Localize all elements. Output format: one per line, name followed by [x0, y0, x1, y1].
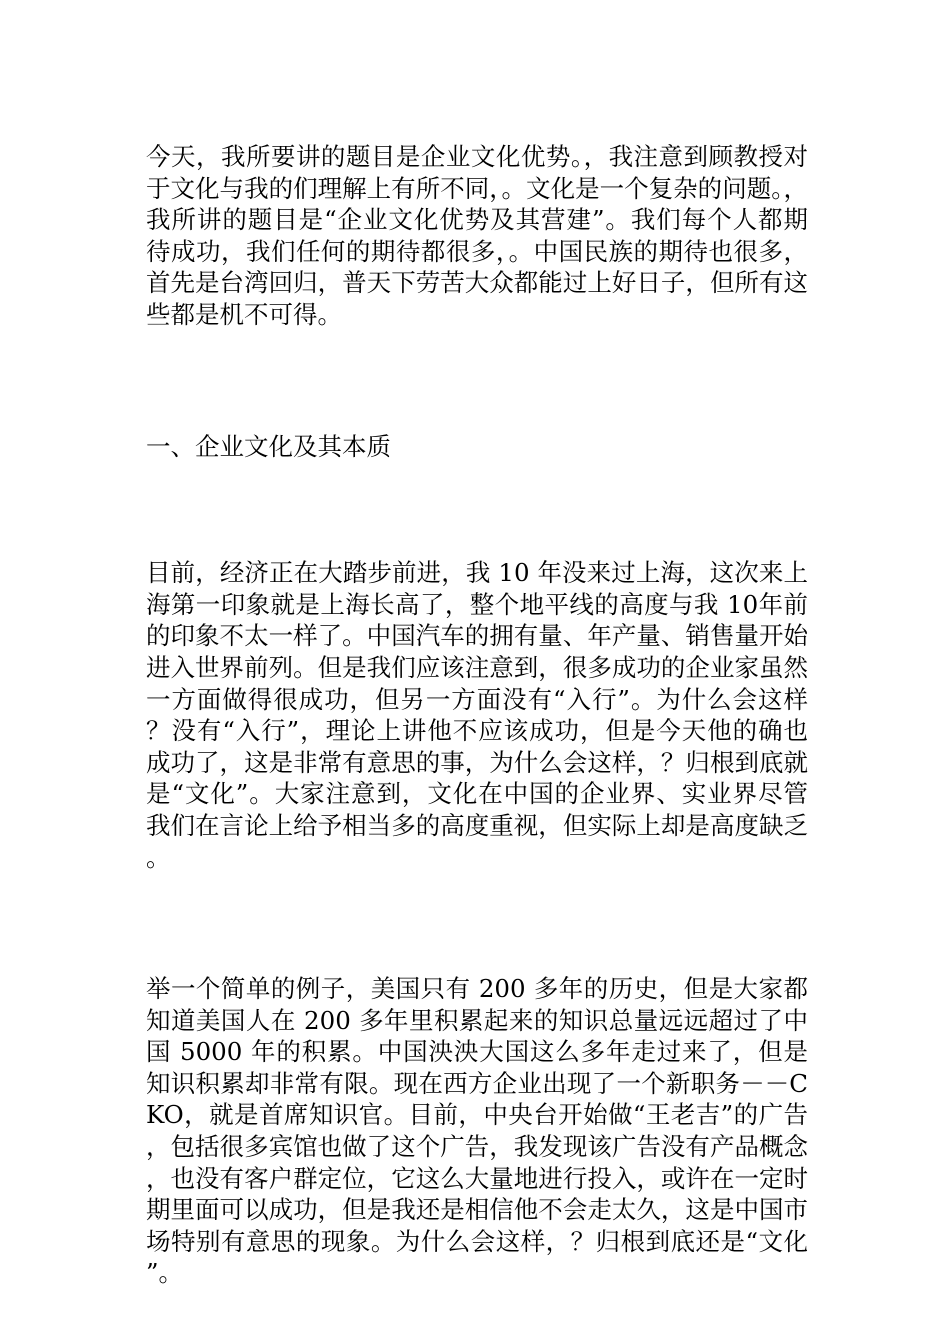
body-paragraph-3: 举一个简单的例子，美国只有 200 多年的历史，但是大家都知道美国人在 200 多年里积累起来的知识总量远远超过了中国 5000 年的积累。中国泱泱大国这么多年走过来了，但是知识积累却非常有限。现在西方企业出现了一个新职务－－CKO，就是首席知识官。目前，中央台开始做“王老吉”的广告，包括很多宾馆也做了这个广告，我发现该广告没有产品概念，也没有客户群定位，它这么大量地进行投入，或许在一定时期里面可以成功，但是我还是相信他不会走太久，这是中国市场特别有意思的现象。为什么会这样，？归根到底还是“文化”。 [146, 974, 808, 1288]
paragraph-spacer [146, 462, 808, 557]
body-paragraph-2: 目前，经济正在大踏步前进，我 10 年没来过上海，这次来上海第一印象就是上海长高了，整个地平线的高度与我 10年前的印象不太一样了。中国汽车的拥有量、年产量、销售量开始进入世界前列。但是我们应该注意到，很多成功的企业家虽然一方面做得很成功，但另一方面没有“入行”。为什么会这样？没有“入行”，理论上讲他不应该成功，但是今天他的确也成功了，这是非常有意思的事，为什么会这样，？归根到底就是“文化”。大家注意到，文化在中国的企业界、实业界尽管我们在言论上给予相当多的高度重视，但实际上却是高度缺乏。 [146, 558, 808, 872]
document-body [146, 141, 808, 1289]
intro-paragraph: 今天，我所要讲的题目是企业文化优势。，我注意到顾教授对于文化与我的们理解上有所不同，。文化是一个复杂的问题。，我所讲的题目是“企业文化优势及其营建”。我们每个人都期待成功，我们任何的期待都很多，。中国民族的期待也很多，首先是台湾回归，普天下劳苦大众都能过上好日子，但所有这些都是机不可得。 [146, 142, 808, 329]
section-heading: 一、企业文化及其本质 [146, 431, 391, 461]
paragraph-spacer [146, 331, 808, 431]
paragraph-spacer [146, 873, 808, 973]
